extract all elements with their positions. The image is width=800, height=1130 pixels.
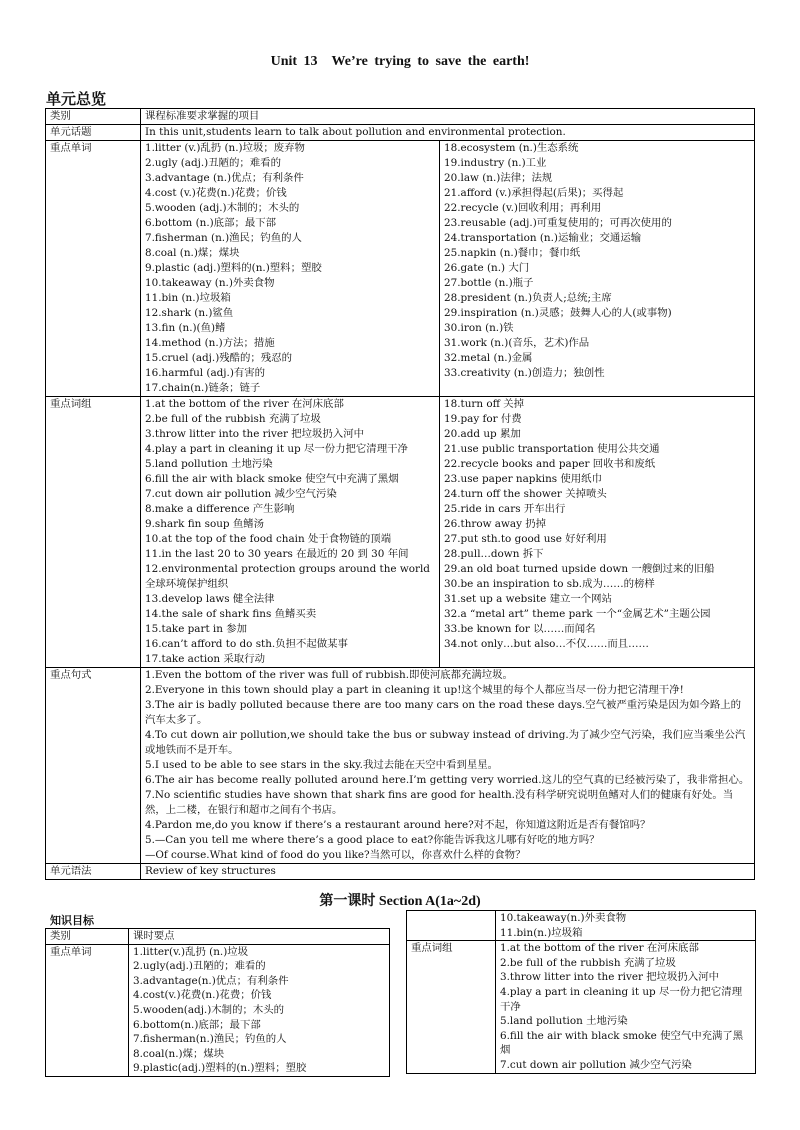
list-item: 1.at the bottom of the river 在河床底部 bbox=[145, 398, 344, 410]
list-item: 11.bin (n.)垃圾箱 bbox=[145, 292, 231, 304]
list-item: 全球环境保护组织 bbox=[145, 578, 229, 590]
sentences-label: 重点句式 bbox=[46, 668, 141, 864]
unit-overview-table bbox=[45, 108, 755, 880]
list-item: 7.fisherman (n.)渔民；钓鱼的人 bbox=[145, 232, 302, 244]
list-item: 23.reusable (adj.)可重复使用的；可再次使用的 bbox=[444, 217, 672, 229]
goal-heading: 知识目标 bbox=[50, 914, 94, 927]
list-item: 6.fill the air with black smoke 使空气中充满了黑烟 bbox=[145, 473, 399, 485]
list-item: 17.take action 采取行动 bbox=[145, 653, 265, 665]
list-item: 23.use paper napkins 使用纸巾 bbox=[444, 473, 602, 485]
list-item: 27.bottle (n.)瓶子 bbox=[444, 277, 534, 289]
list-item: 7.No scientific studies have shown that shark fins are good for health.没有科学研究说明鱼鳍对人们的健康有好处。当然，上二楼，在银行和超市之间有个书店。 bbox=[145, 789, 734, 816]
lesson-words-label: 重点单词 bbox=[46, 944, 129, 1076]
list-item: 22.recycle (v.)回收利用；再利用 bbox=[444, 202, 602, 214]
unit-title: Unit 13 We’re trying to save the earth! bbox=[270, 54, 530, 69]
list-item: 31.set up a website 建立一个网站 bbox=[444, 593, 612, 605]
lesson-phrases-label: 重点词组 bbox=[407, 941, 496, 1073]
lesson-words-cont-blank bbox=[407, 911, 496, 941]
list-item: —Of course.What kind of food do you like?当然可以，你喜欢什么样的食物？ bbox=[145, 849, 526, 861]
list-item: 28.president (n.)负责人;总统;主席 bbox=[444, 292, 612, 304]
list-item: 16.can’t afford to do sth.负担不起做某事 bbox=[145, 638, 348, 650]
header-category: 类别 bbox=[46, 109, 141, 125]
list-item: 4.To cut down air pollution,we should take the bus or subway instead of driving.为了减少空气污染，我们应当乘坐公汽或地铁而不是开车。 bbox=[145, 729, 746, 756]
list-item: 10.takeaway (n.)外卖食物 bbox=[145, 277, 275, 289]
list-item: 12.environmental protection groups around the world bbox=[145, 563, 430, 575]
list-item: 5.wooden (adj.)木制的；木头的 bbox=[145, 202, 300, 214]
list-item: 4.cost (v.)花费(n.)花费；价钱 bbox=[145, 187, 287, 199]
list-item: 32.metal (n.)金属 bbox=[444, 352, 533, 364]
list-item: 10.takeaway(n.)外卖食物 bbox=[500, 912, 627, 924]
list-item: 14.the sale of shark fins 鱼鳍买卖 bbox=[145, 608, 317, 620]
list-item: 6.bottom(n.)底部；最下部 bbox=[133, 1018, 261, 1031]
lesson-left-table bbox=[45, 928, 390, 1077]
lesson-words-cont-list bbox=[496, 911, 756, 941]
list-item: 4.play a part in cleaning it up 尽一份力把它清理干净 bbox=[145, 443, 408, 455]
list-item: 4.Pardon me,do you know if there’s a restaurant around here?对不起，你知道这附近是否有餐馆吗？ bbox=[145, 819, 651, 831]
list-item: 30.iron (n.)铁 bbox=[444, 322, 514, 334]
list-item: 12.shark (n.)鲨鱼 bbox=[145, 307, 234, 319]
list-item: 2.Everyone in this town should play a part in cleaning it up!这个城里的每个人都应当尽一份力把它清理干净! bbox=[145, 684, 684, 696]
list-item: 13.fin (n.)(鱼)鳍 bbox=[145, 322, 226, 334]
list-item: 6.bottom (n.)底部；最下部 bbox=[145, 217, 277, 229]
topic-label: 单元话题 bbox=[46, 125, 141, 141]
list-item: 4.cost(v.)花费(n.)花费；价钱 bbox=[133, 989, 272, 1002]
lesson-phrases-list bbox=[496, 941, 756, 1073]
list-item: 20.add up 累加 bbox=[444, 428, 521, 440]
header-items: 课程标准要求掌握的项目 bbox=[141, 109, 755, 125]
list-item: 32.a “metal art” theme park 一个“金属艺术”主题公园 bbox=[444, 608, 711, 620]
section-title: 第一课时 Section A(1a~2d) bbox=[319, 894, 481, 909]
phrases-left-list bbox=[141, 397, 440, 668]
list-item: 2.ugly (adj.)丑陋的；难看的 bbox=[145, 157, 281, 169]
list-item: 29.inspiration (n.)灵感；鼓舞人心的人(或事物) bbox=[444, 307, 672, 319]
list-item: 29.an old boat turned upside down 一艘倒过来的旧船 bbox=[444, 563, 715, 575]
list-item: 2.ugly(adj.)丑陋的；难看的 bbox=[133, 960, 266, 973]
list-item: 1.litter (v.)乱扔 (n.)垃圾；废弃物 bbox=[145, 142, 305, 154]
topic-text: In this unit,students learn to talk about pollution and environmental protection. bbox=[141, 125, 755, 141]
list-item: 22.recycle books and paper 回收书和废纸 bbox=[444, 458, 656, 470]
list-item: 6.fill the air with black smoke 使空气中充满了黑烟 bbox=[500, 1029, 744, 1057]
overview-heading: 单元总览 bbox=[46, 90, 107, 108]
list-item: 1.Even the bottom of the river was full of rubbish.即使河底都充满垃圾。 bbox=[145, 669, 513, 681]
grammar-text: Review of key structures bbox=[141, 864, 755, 880]
list-item: 21.use public transportation 使用公共交通 bbox=[444, 443, 660, 455]
lesson-header-points: 课时要点 bbox=[129, 929, 390, 945]
list-item: 30.be an inspiration to sb.成为……的榜样 bbox=[444, 578, 655, 590]
list-item: 34.not only…but also…不仅……而且…… bbox=[444, 638, 649, 650]
sentences-list bbox=[141, 668, 755, 864]
list-item: 11.in the last 20 to 30 years 在最近的 20 到 30 年间 bbox=[145, 548, 409, 560]
list-item: 7.fisherman(n.)渔民；钓鱼的人 bbox=[133, 1033, 287, 1046]
list-item: 7.cut down air pollution 减少空气污染 bbox=[145, 488, 337, 500]
lesson-words-list bbox=[129, 944, 390, 1076]
phrases-right-list bbox=[440, 397, 755, 668]
list-item: 17.chain(n.)链条；链子 bbox=[145, 382, 261, 394]
words-label: 重点单词 bbox=[46, 141, 141, 397]
lesson-right-table bbox=[406, 910, 756, 1074]
list-item: 19.pay for 付费 bbox=[444, 413, 522, 425]
list-item: 8.make a difference 产生影响 bbox=[145, 503, 295, 515]
list-item: 24.transportation (n.)运输业；交通运输 bbox=[444, 232, 642, 244]
list-item: 5.land pollution 土地污染 bbox=[500, 1015, 628, 1028]
list-item: 33.be known for 以……而闻名 bbox=[444, 623, 596, 635]
list-item: 2.be full of the rubbish 充满了垃圾 bbox=[500, 956, 676, 969]
list-item: 5.land pollution 土地污染 bbox=[145, 458, 273, 470]
list-item: 27.put sth.to good use 好好利用 bbox=[444, 533, 607, 545]
list-item: 33.creativity (n.)创造力；独创性 bbox=[444, 367, 605, 379]
list-item: 19.industry (n.)工业 bbox=[444, 157, 547, 169]
list-item: 28.pull…down 拆下 bbox=[444, 548, 544, 560]
list-item: 10.at the top of the food chain 处于食物链的顶端 bbox=[145, 533, 392, 545]
list-item: 5.wooden(adj.)木制的；木头的 bbox=[133, 1003, 285, 1016]
list-item: 3.The air is badly polluted because there are too many cars on the road these days.空气被严重污染是因为如今路上的汽车太多了。 bbox=[145, 699, 742, 726]
list-item: 8.coal(n.)煤；煤块 bbox=[133, 1047, 225, 1060]
list-item: 21.afford (v.)承担得起(后果)；买得起 bbox=[444, 187, 624, 199]
list-item: 15.cruel (adj.)残酷的；残忍的 bbox=[145, 352, 292, 364]
list-item: 18.turn off 关掉 bbox=[444, 398, 525, 410]
list-item: 25.napkin (n.)餐巾；餐巾纸 bbox=[444, 247, 581, 259]
list-item: 1.at the bottom of the river 在河床底部 bbox=[500, 942, 699, 955]
list-item: 6.The air has become really polluted around here.I’m getting very worried.这儿的空气真的已经被污染了，我非常担心。 bbox=[145, 774, 750, 786]
list-item: 13.develop laws 健全法律 bbox=[145, 593, 275, 605]
list-item: 3.throw litter into the river 把垃圾扔入河中 bbox=[500, 971, 719, 984]
list-item: 24.turn off the shower 关掉喷头 bbox=[444, 488, 607, 500]
grammar-label: 单元语法 bbox=[46, 864, 141, 880]
lesson-header-category: 类别 bbox=[46, 929, 129, 945]
list-item: 31.work (n.)(音乐，艺术)作品 bbox=[444, 337, 590, 349]
phrases-label: 重点词组 bbox=[46, 397, 141, 668]
list-item: 26.gate (n.) 大门 bbox=[444, 262, 530, 274]
list-item: 7.cut down air pollution 减少空气污染 bbox=[500, 1058, 692, 1071]
list-item: 1.litter(v.)乱扔 (n.)垃圾 bbox=[133, 945, 249, 958]
list-item: 15.take part in 参加 bbox=[145, 623, 248, 635]
list-item: 8.coal (n.)煤；煤块 bbox=[145, 247, 240, 259]
words-right-list bbox=[440, 141, 755, 397]
list-item: 9.shark fin soup 鱼鳍汤 bbox=[145, 518, 265, 530]
list-item: 26.throw away 扔掉 bbox=[444, 518, 547, 530]
list-item: 5.—Can you tell me where there’s a good place to eat?你能告诉我这儿哪有好吃的地方吗？ bbox=[145, 834, 600, 846]
list-item: 11.bin(n.)垃圾箱 bbox=[500, 926, 583, 939]
list-item: 5.I used to be able to see stars in the sky.我过去能在天空中看到星星。 bbox=[145, 759, 499, 771]
list-item: 3.advantage (n.)优点；有利条件 bbox=[145, 172, 304, 184]
list-item: 9.plastic(adj.)塑料的(n.)塑料；塑胶 bbox=[133, 1062, 307, 1075]
list-item: 20.law (n.)法律；法规 bbox=[444, 172, 553, 184]
list-item: 3.advantage(n.)优点；有利条件 bbox=[133, 974, 289, 987]
list-item: 18.ecosystem (n.)生态系统 bbox=[444, 142, 579, 154]
list-item: 9.plastic (adj.)塑料的(n.)塑料；塑胶 bbox=[145, 262, 322, 274]
list-item: 14.method (n.)方法；措施 bbox=[145, 337, 275, 349]
list-item: 16.harmful (adj.)有害的 bbox=[145, 367, 266, 379]
list-item: 2.be full of the rubbish 充满了垃圾 bbox=[145, 413, 321, 425]
list-item: 3.throw litter into the river 把垃圾扔入河中 bbox=[145, 428, 364, 440]
list-item: 4.play a part in cleaning it up 尽一份力把它清理干净 bbox=[500, 985, 743, 1013]
list-item: 25.ride in cars 开车出行 bbox=[444, 503, 566, 515]
words-left-list bbox=[141, 141, 440, 397]
